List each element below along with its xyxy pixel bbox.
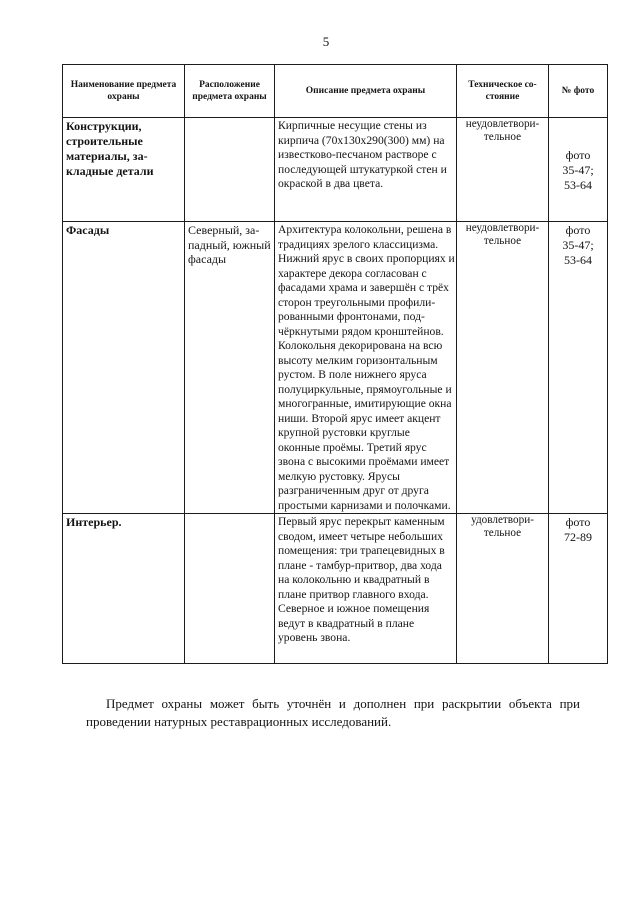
cell-photos: фото 72-89 xyxy=(549,514,608,664)
table-row xyxy=(63,118,608,222)
cell-name: Конструкции, строительные материалы, за- кладные детали xyxy=(63,118,185,222)
page-number: 5 xyxy=(322,34,330,49)
cell-description: Архитектура колокольни, решена в традициях зрелого классицизма. Нижний ярус в своих пропорциях и характере декора согласован с фасадами храма и завершён с трёх сторон треугольными профили- рованными фронтонами, под- чёркнутыми рядом кронштейнов. Колокольня декорирована на всю высоту мелким горизонтальным рустом. В поле нижнего яруса полуциркульные, прямоугольные и многогранные, имитирующие окна ниши. Второй ярус имеет акцент крупной рустовки круглые оконные проёмы. Третий ярус звона с высокими проёмами имеет мелкую рустовку. Ярусы разграниченным друг от друга простыми карнизами и полочками. xyxy=(275,222,457,514)
cell-description: Первый ярус перекрыт каменным сводом, имеет четыре небольших помещения: три трапецевидных в плане - тамбур-притвор, два хода на колокольню и квадратный в плане притвор главного входа. Северное и южное помещения ведут в квадратный в плане уровень звона. xyxy=(275,514,457,664)
cell-condition: неудовлетвори- тельное xyxy=(457,118,549,222)
cell-location xyxy=(185,118,275,222)
footnote-paragraph: Предмет охраны может быть уточнён и дополнен при раскрытии объекта при проведении натурных реставрационных исследований. xyxy=(86,696,580,729)
cell-condition: удовлетвори- тельное xyxy=(457,514,549,664)
header-name: Наименование предмета охраны xyxy=(63,65,185,118)
cell-photos: фото 35-47; 53-64 xyxy=(549,118,608,222)
cell-name: Фасады xyxy=(63,222,185,514)
cell-description: Кирпичные несущие стены из кирпича (70x130x290(300) мм) на известково-песчаном растворе с последующей штукатуркой стен и окраской в два цвета. xyxy=(275,118,457,222)
cell-location xyxy=(185,514,275,664)
cell-location: Северный, за- падный, южный фасады xyxy=(185,222,275,514)
header-location: Расположение предмета охраны xyxy=(185,65,275,118)
table-row xyxy=(63,514,608,664)
header-description: Описание предмета охраны xyxy=(275,65,457,118)
table-row xyxy=(63,222,608,514)
protection-subject-table xyxy=(62,64,608,664)
header-photos: № фото xyxy=(549,65,608,118)
cell-photos: фото 35-47; 53-64 xyxy=(549,222,608,514)
cell-condition: неудовлетвори- тельное xyxy=(457,222,549,514)
header-condition: Техническое со- стояние xyxy=(457,65,549,118)
cell-name: Интерьер. xyxy=(63,514,185,664)
table-header-row xyxy=(63,65,608,118)
